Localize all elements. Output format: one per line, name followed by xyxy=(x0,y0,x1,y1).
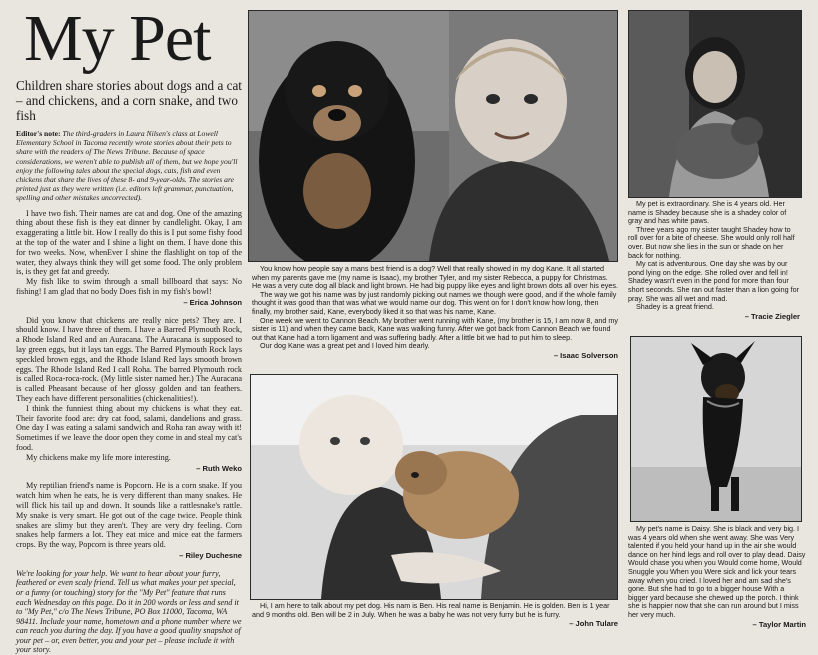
page-title: My Pet xyxy=(24,2,211,75)
byline: – Ruth Weko xyxy=(196,463,242,473)
story-paragraph: I have two fish. Their names are cat and dog. One of the amazing thing about these fish is they eat dinner by candlelight. Okay, I am exaggerating a little bit. How I really do this is I put some fishy food at the top of the water and I shine a light on them. I have done this for two weeks. Now, whenEver I shine the flashlight on top of the water, they always think they will get some food. The only problem is, is they get fat and greedy. xyxy=(16,208,242,277)
photo-girl-with-cat-illustration xyxy=(629,11,801,197)
byline: – Taylor Martin xyxy=(752,619,806,629)
story-paragraph: I think the funniest thing about my chickens is what they eat. Their favorite food are: dry cat food, salami, dandelions and grass. One day I was eating a salami sandwich and Roha ran away with it! Sometimes if we leave the door open they come in and steal my cat's food. xyxy=(16,403,242,452)
story-erica xyxy=(16,209,242,308)
photo-girl-with-cat xyxy=(628,10,802,198)
photo-dog-and-boy xyxy=(248,10,618,262)
editors-note-label: Editor's note: xyxy=(16,129,61,138)
caption-tracie xyxy=(628,200,800,321)
photo-black-dog-illustration xyxy=(631,337,801,521)
photo-black-dog xyxy=(630,336,802,522)
photo-baby-with-puppy xyxy=(250,374,618,600)
left-column xyxy=(10,2,242,655)
editors-note-text: The third-graders in Laura Nilsen's class at Lowell Elementary School in Tacoma recently wrote stories about their pets to share with the readers of The News Tribune. Because of space considerations, we weren't able to publish all of them, but we hope you'll enjoy the following tales about the special dogs, cats, fish and even chickens that share the lives of these 8- and 9-year-olds. The stories are printed just as they were written (i.e. editors left grammar, punctuation, spelling and other mistakes uncorrected). xyxy=(16,129,238,203)
caption-isaac xyxy=(252,265,618,361)
caption-paragraph: The way we got his name was by just randomly picking out names we though were good, and if the whole family thought it was good than that was what we would name our dog. This went on for I don't know how long, then finally, my brother said, Kane, everybody liked it so that was his name, Kane. xyxy=(252,289,617,316)
photo-dog-and-boy-illustration xyxy=(249,11,617,261)
caption-paragraph: My pet is extraordinary. She is 4 years old. Her name is Shadey because she is a shadey color of gray and has white paws. xyxy=(628,199,787,226)
editors-note xyxy=(16,129,242,203)
caption-paragraph: Shadey is a great friend. xyxy=(636,302,714,312)
story-paragraph: My reptilian friend's name is Popcorn. He is a corn snake. If you watch him when he eats, he is very different than many snakes. He will flick his tail up and down. It sounds like a rattlesnake's rattle. My snake is very smart. He got out of the cage twice. People think snakes are slimy but they aren't. They are very dry feeling. Corn snakes help farmers a lot. They eat mice and mice eat the farmers crops. By the way, Popcorn is three years old. xyxy=(16,481,242,550)
byline: – John Tulare xyxy=(569,619,618,629)
page-subtitle: Children share stories about dogs and a cat – and chickens, and a corn snake, and two fish xyxy=(16,78,242,123)
caption-paragraph: My cat is adventurous. One day she was by our pond lying on the edge. She rolled over and fell in! Shadey wasn't even in the pond for more than four short seconds. She ran out faster than a lion going for pray. She was all wet and mad. xyxy=(628,259,800,303)
caption-paragraph: One week we went to Cannon Beach. My brother went running with Kane, (my brother is 15, I am now 8, and my sister is 11) and when they came back, Kane was walking funny. After we got back from Cannon Beach we found out that Kane had a torn ligament and was suffering badly. After a little bit we had to put him to sleep. xyxy=(252,315,618,342)
byline: – Isaac Solverson xyxy=(553,350,618,360)
story-paragraph: My chickens make my life more interesting. xyxy=(26,452,171,462)
caption-paragraph: Our dog Kane was a great pet and I loved him dearly. xyxy=(260,341,430,351)
caption-paragraph: You know how people say a mans best friend is a dog? Well that really showed in my dog Kane. It all started when my parents gave me (my name is Isaac), my brother Tyler, and my sister Rebecca, a puppy for Christmas. He was a very cute dog all black and light brown. He had big puppy like eyes and light brown dots all over his eyes. xyxy=(252,264,618,291)
story-ruth xyxy=(16,316,242,474)
caption-paragraph: My pet's name is Daisy. She is black and very big. I was 4 years old when she went away. She was Very talented if you held your hand up in the air she would dance on her hind legs and roll over to play dead. Daisy Would chase you when you Would come home, Would Snuggle you When you Were sick and lick your tears away when you cried. I loved her and am sad she's gone. But she had to go to a bigger house With a bigger yard because she chewed up the porch. I think she is happier now that she can run around but I miss her very much. xyxy=(628,524,806,619)
byline: – Tracie Ziegler xyxy=(744,311,800,321)
caption-taylor xyxy=(628,525,806,629)
caption-paragraph: Hi, I am here to talk about my pet dog. His nam is Ben. His real name is Benjamin. He is golden. Ben is 1 year and 9 months old. Ben will be 2 in July. When he was a baby he was not very furry but he is furry. xyxy=(252,601,610,619)
submission-call: We're looking for your help. We want to hear about your furry, feathered or even scaly friend. Tell us what makes your pet special, or a funny (or touching) story for the "My Pet" feature that runs each Wednesday on this page. Do it in 200 words or less and send it to "My Pet," c/o The News Tribune, PO Box 11000, Tacoma, WA 98411. Include your name, hometown and a phone number where we can reach you during the day. If you have a good quality snapshot of your pet – or, even better, you and your pet – please include it with your story. xyxy=(16,568,242,655)
photo-baby-with-puppy-illustration xyxy=(251,375,617,599)
caption-john xyxy=(252,602,618,629)
caption-paragraph: Three years ago my sister taught Shadey how to roll over for a bite of cheese. She would only roll half over. But now she lies in the sun or shade on her back for nothing. xyxy=(628,224,795,260)
story-paragraph: My fish like to swim through a small billboard that says: No fishing! I am glad that no body Does fish in my fish's bowl! xyxy=(16,277,242,296)
story-riley xyxy=(16,481,242,560)
story-paragraph: Did you know that chickens are really nice pets? They are. I should know. I have three of them. I have a Barred Plymouth Rock, a Rhode Island Red and an Auracana. The Auracana is supposed to lay green eggs, but it lays tan eggs. The Barred Plymouth Rock lays speckled brown eggs, and the Rhode Island Red lays smooth brown eggs. The Rhode Island Red I call Roha. The barred Plymouth rock is called Roca-roca-rock. (My little sister named her.) The Auracana is called Pheasant because of her glossy golden and tan feathers. They each have different personalities (chickenalities!). xyxy=(16,315,242,403)
byline: – Riley Duchesne xyxy=(179,550,242,560)
byline: – Erica Johnson xyxy=(183,297,242,307)
